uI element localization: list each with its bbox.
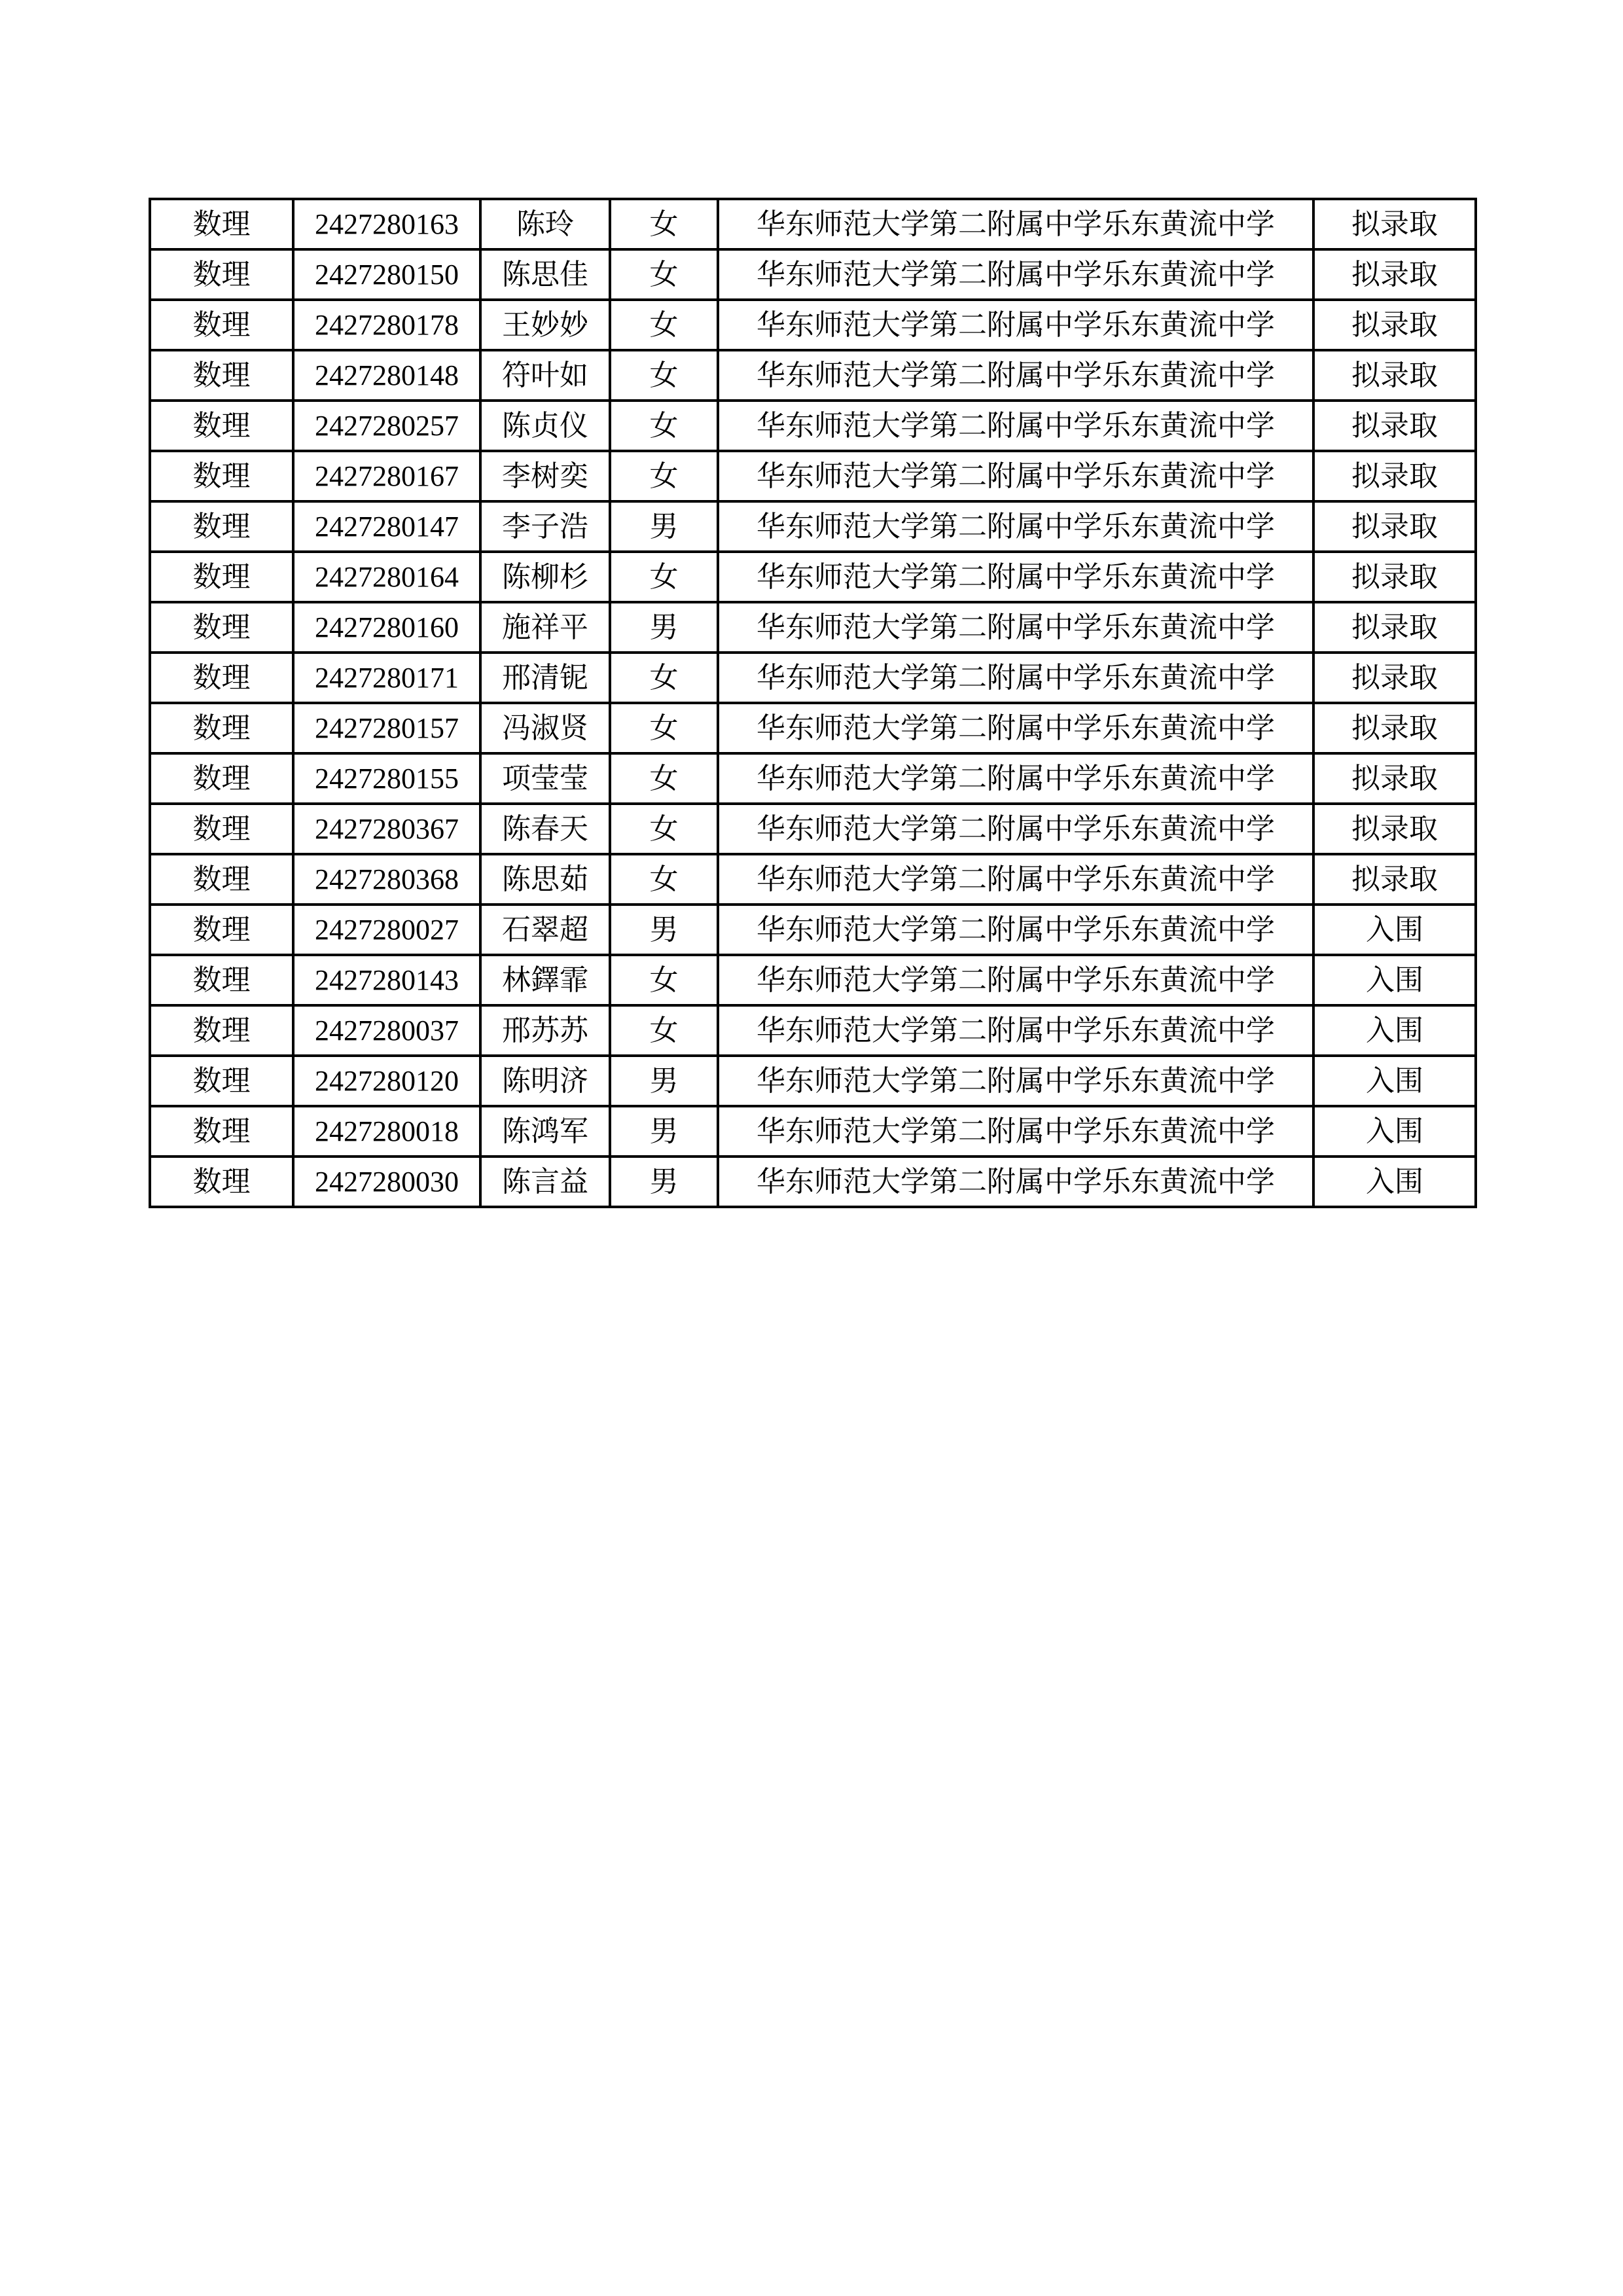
cell-school: 华东师范大学第二附属中学乐东黄流中学	[718, 905, 1313, 955]
table-row	[150, 1005, 1476, 1056]
cell-gender: 男	[610, 1157, 718, 1207]
cell-subject: 数理	[150, 249, 293, 300]
cell-status: 拟录取	[1313, 854, 1476, 905]
cell-school: 华东师范大学第二附属中学乐东黄流中学	[718, 451, 1313, 501]
cell-student-name: 项莹莹	[480, 753, 610, 804]
cell-gender: 女	[610, 300, 718, 350]
cell-school: 华东师范大学第二附属中学乐东黄流中学	[718, 804, 1313, 854]
table-row	[150, 703, 1476, 753]
cell-exam-id: 2427280143	[293, 955, 480, 1005]
table-row	[150, 501, 1476, 552]
cell-status: 拟录取	[1313, 300, 1476, 350]
cell-gender: 女	[610, 451, 718, 501]
cell-student-name: 邢清铌	[480, 653, 610, 703]
cell-exam-id: 2427280147	[293, 501, 480, 552]
table-row	[150, 905, 1476, 955]
cell-subject: 数理	[150, 401, 293, 451]
table-row	[150, 854, 1476, 905]
cell-subject: 数理	[150, 905, 293, 955]
admission-table-body	[150, 199, 1476, 1207]
cell-status: 入围	[1313, 1157, 1476, 1207]
cell-school: 华东师范大学第二附属中学乐东黄流中学	[718, 199, 1313, 249]
cell-subject: 数理	[150, 1106, 293, 1157]
cell-gender: 男	[610, 1106, 718, 1157]
cell-status: 拟录取	[1313, 451, 1476, 501]
cell-exam-id: 2427280018	[293, 1106, 480, 1157]
cell-status: 拟录取	[1313, 753, 1476, 804]
cell-student-name: 陈鸿军	[480, 1106, 610, 1157]
cell-subject: 数理	[150, 552, 293, 602]
cell-gender: 女	[610, 955, 718, 1005]
cell-student-name: 陈思佳	[480, 249, 610, 300]
cell-gender: 女	[610, 249, 718, 300]
cell-exam-id: 2427280160	[293, 602, 480, 653]
cell-gender: 女	[610, 199, 718, 249]
cell-exam-id: 2427280367	[293, 804, 480, 854]
cell-student-name: 陈春天	[480, 804, 610, 854]
cell-gender: 女	[610, 1005, 718, 1056]
cell-student-name: 陈玲	[480, 199, 610, 249]
cell-student-name: 王妙妙	[480, 300, 610, 350]
cell-school: 华东师范大学第二附属中学乐东黄流中学	[718, 350, 1313, 401]
cell-exam-id: 2427280037	[293, 1005, 480, 1056]
cell-subject: 数理	[150, 753, 293, 804]
cell-school: 华东师范大学第二附属中学乐东黄流中学	[718, 653, 1313, 703]
cell-student-name: 冯淑贤	[480, 703, 610, 753]
cell-school: 华东师范大学第二附属中学乐东黄流中学	[718, 1056, 1313, 1106]
cell-exam-id: 2427280030	[293, 1157, 480, 1207]
cell-school: 华东师范大学第二附属中学乐东黄流中学	[718, 1157, 1313, 1207]
table-row	[150, 1056, 1476, 1106]
cell-exam-id: 2427280027	[293, 905, 480, 955]
cell-school: 华东师范大学第二附属中学乐东黄流中学	[718, 703, 1313, 753]
cell-status: 拟录取	[1313, 249, 1476, 300]
cell-gender: 女	[610, 854, 718, 905]
cell-status: 拟录取	[1313, 653, 1476, 703]
table-row	[150, 1106, 1476, 1157]
cell-subject: 数理	[150, 300, 293, 350]
cell-exam-id: 2427280164	[293, 552, 480, 602]
cell-status: 拟录取	[1313, 199, 1476, 249]
table-row	[150, 249, 1476, 300]
cell-school: 华东师范大学第二附属中学乐东黄流中学	[718, 401, 1313, 451]
cell-student-name: 李子浩	[480, 501, 610, 552]
cell-status: 拟录取	[1313, 350, 1476, 401]
cell-subject: 数理	[150, 854, 293, 905]
cell-status: 入围	[1313, 1106, 1476, 1157]
cell-exam-id: 2427280171	[293, 653, 480, 703]
cell-student-name: 陈柳杉	[480, 552, 610, 602]
cell-student-name: 林鐸霏	[480, 955, 610, 1005]
cell-status: 拟录取	[1313, 602, 1476, 653]
cell-school: 华东师范大学第二附属中学乐东黄流中学	[718, 1005, 1313, 1056]
cell-school: 华东师范大学第二附属中学乐东黄流中学	[718, 300, 1313, 350]
cell-gender: 女	[610, 703, 718, 753]
cell-subject: 数理	[150, 199, 293, 249]
cell-status: 入围	[1313, 1056, 1476, 1106]
cell-gender: 男	[610, 602, 718, 653]
table-row	[150, 199, 1476, 249]
table-row	[150, 350, 1476, 401]
cell-school: 华东师范大学第二附属中学乐东黄流中学	[718, 1106, 1313, 1157]
cell-exam-id: 2427280148	[293, 350, 480, 401]
cell-school: 华东师范大学第二附属中学乐东黄流中学	[718, 501, 1313, 552]
table-row	[150, 552, 1476, 602]
cell-status: 拟录取	[1313, 552, 1476, 602]
cell-status: 入围	[1313, 1005, 1476, 1056]
cell-exam-id: 2427280150	[293, 249, 480, 300]
cell-exam-id: 2427280368	[293, 854, 480, 905]
cell-subject: 数理	[150, 1005, 293, 1056]
cell-gender: 女	[610, 753, 718, 804]
cell-school: 华东师范大学第二附属中学乐东黄流中学	[718, 753, 1313, 804]
cell-student-name: 符叶如	[480, 350, 610, 401]
cell-exam-id: 2427280155	[293, 753, 480, 804]
cell-student-name: 陈贞仪	[480, 401, 610, 451]
cell-gender: 女	[610, 804, 718, 854]
table-row	[150, 602, 1476, 653]
cell-school: 华东师范大学第二附属中学乐东黄流中学	[718, 602, 1313, 653]
cell-exam-id: 2427280120	[293, 1056, 480, 1106]
cell-gender: 男	[610, 1056, 718, 1106]
cell-exam-id: 2427280167	[293, 451, 480, 501]
cell-exam-id: 2427280163	[293, 199, 480, 249]
cell-subject: 数理	[150, 350, 293, 401]
cell-subject: 数理	[150, 451, 293, 501]
cell-student-name: 陈明济	[480, 1056, 610, 1106]
cell-student-name: 施祥平	[480, 602, 610, 653]
cell-exam-id: 2427280257	[293, 401, 480, 451]
table-row	[150, 1157, 1476, 1207]
cell-student-name: 石翠超	[480, 905, 610, 955]
cell-subject: 数理	[150, 653, 293, 703]
cell-gender: 男	[610, 501, 718, 552]
admission-table	[149, 198, 1477, 1208]
table-row	[150, 753, 1476, 804]
cell-subject: 数理	[150, 703, 293, 753]
table-row	[150, 401, 1476, 451]
cell-student-name: 陈言益	[480, 1157, 610, 1207]
table-row	[150, 955, 1476, 1005]
cell-status: 拟录取	[1313, 501, 1476, 552]
cell-subject: 数理	[150, 1157, 293, 1207]
table-row	[150, 451, 1476, 501]
table-row	[150, 653, 1476, 703]
cell-student-name: 陈思茹	[480, 854, 610, 905]
cell-gender: 男	[610, 905, 718, 955]
cell-school: 华东师范大学第二附属中学乐东黄流中学	[718, 955, 1313, 1005]
cell-status: 拟录取	[1313, 401, 1476, 451]
cell-exam-id: 2427280157	[293, 703, 480, 753]
cell-school: 华东师范大学第二附属中学乐东黄流中学	[718, 854, 1313, 905]
cell-subject: 数理	[150, 1056, 293, 1106]
cell-gender: 女	[610, 350, 718, 401]
table-row	[150, 300, 1476, 350]
cell-subject: 数理	[150, 602, 293, 653]
cell-school: 华东师范大学第二附属中学乐东黄流中学	[718, 552, 1313, 602]
cell-gender: 女	[610, 401, 718, 451]
cell-status: 入围	[1313, 905, 1476, 955]
cell-status: 拟录取	[1313, 804, 1476, 854]
cell-subject: 数理	[150, 804, 293, 854]
cell-status: 入围	[1313, 955, 1476, 1005]
table-row	[150, 804, 1476, 854]
cell-subject: 数理	[150, 501, 293, 552]
cell-gender: 女	[610, 552, 718, 602]
cell-school: 华东师范大学第二附属中学乐东黄流中学	[718, 249, 1313, 300]
cell-status: 拟录取	[1313, 703, 1476, 753]
cell-exam-id: 2427280178	[293, 300, 480, 350]
cell-student-name: 李树奕	[480, 451, 610, 501]
cell-subject: 数理	[150, 955, 293, 1005]
cell-student-name: 邢苏苏	[480, 1005, 610, 1056]
cell-gender: 女	[610, 653, 718, 703]
